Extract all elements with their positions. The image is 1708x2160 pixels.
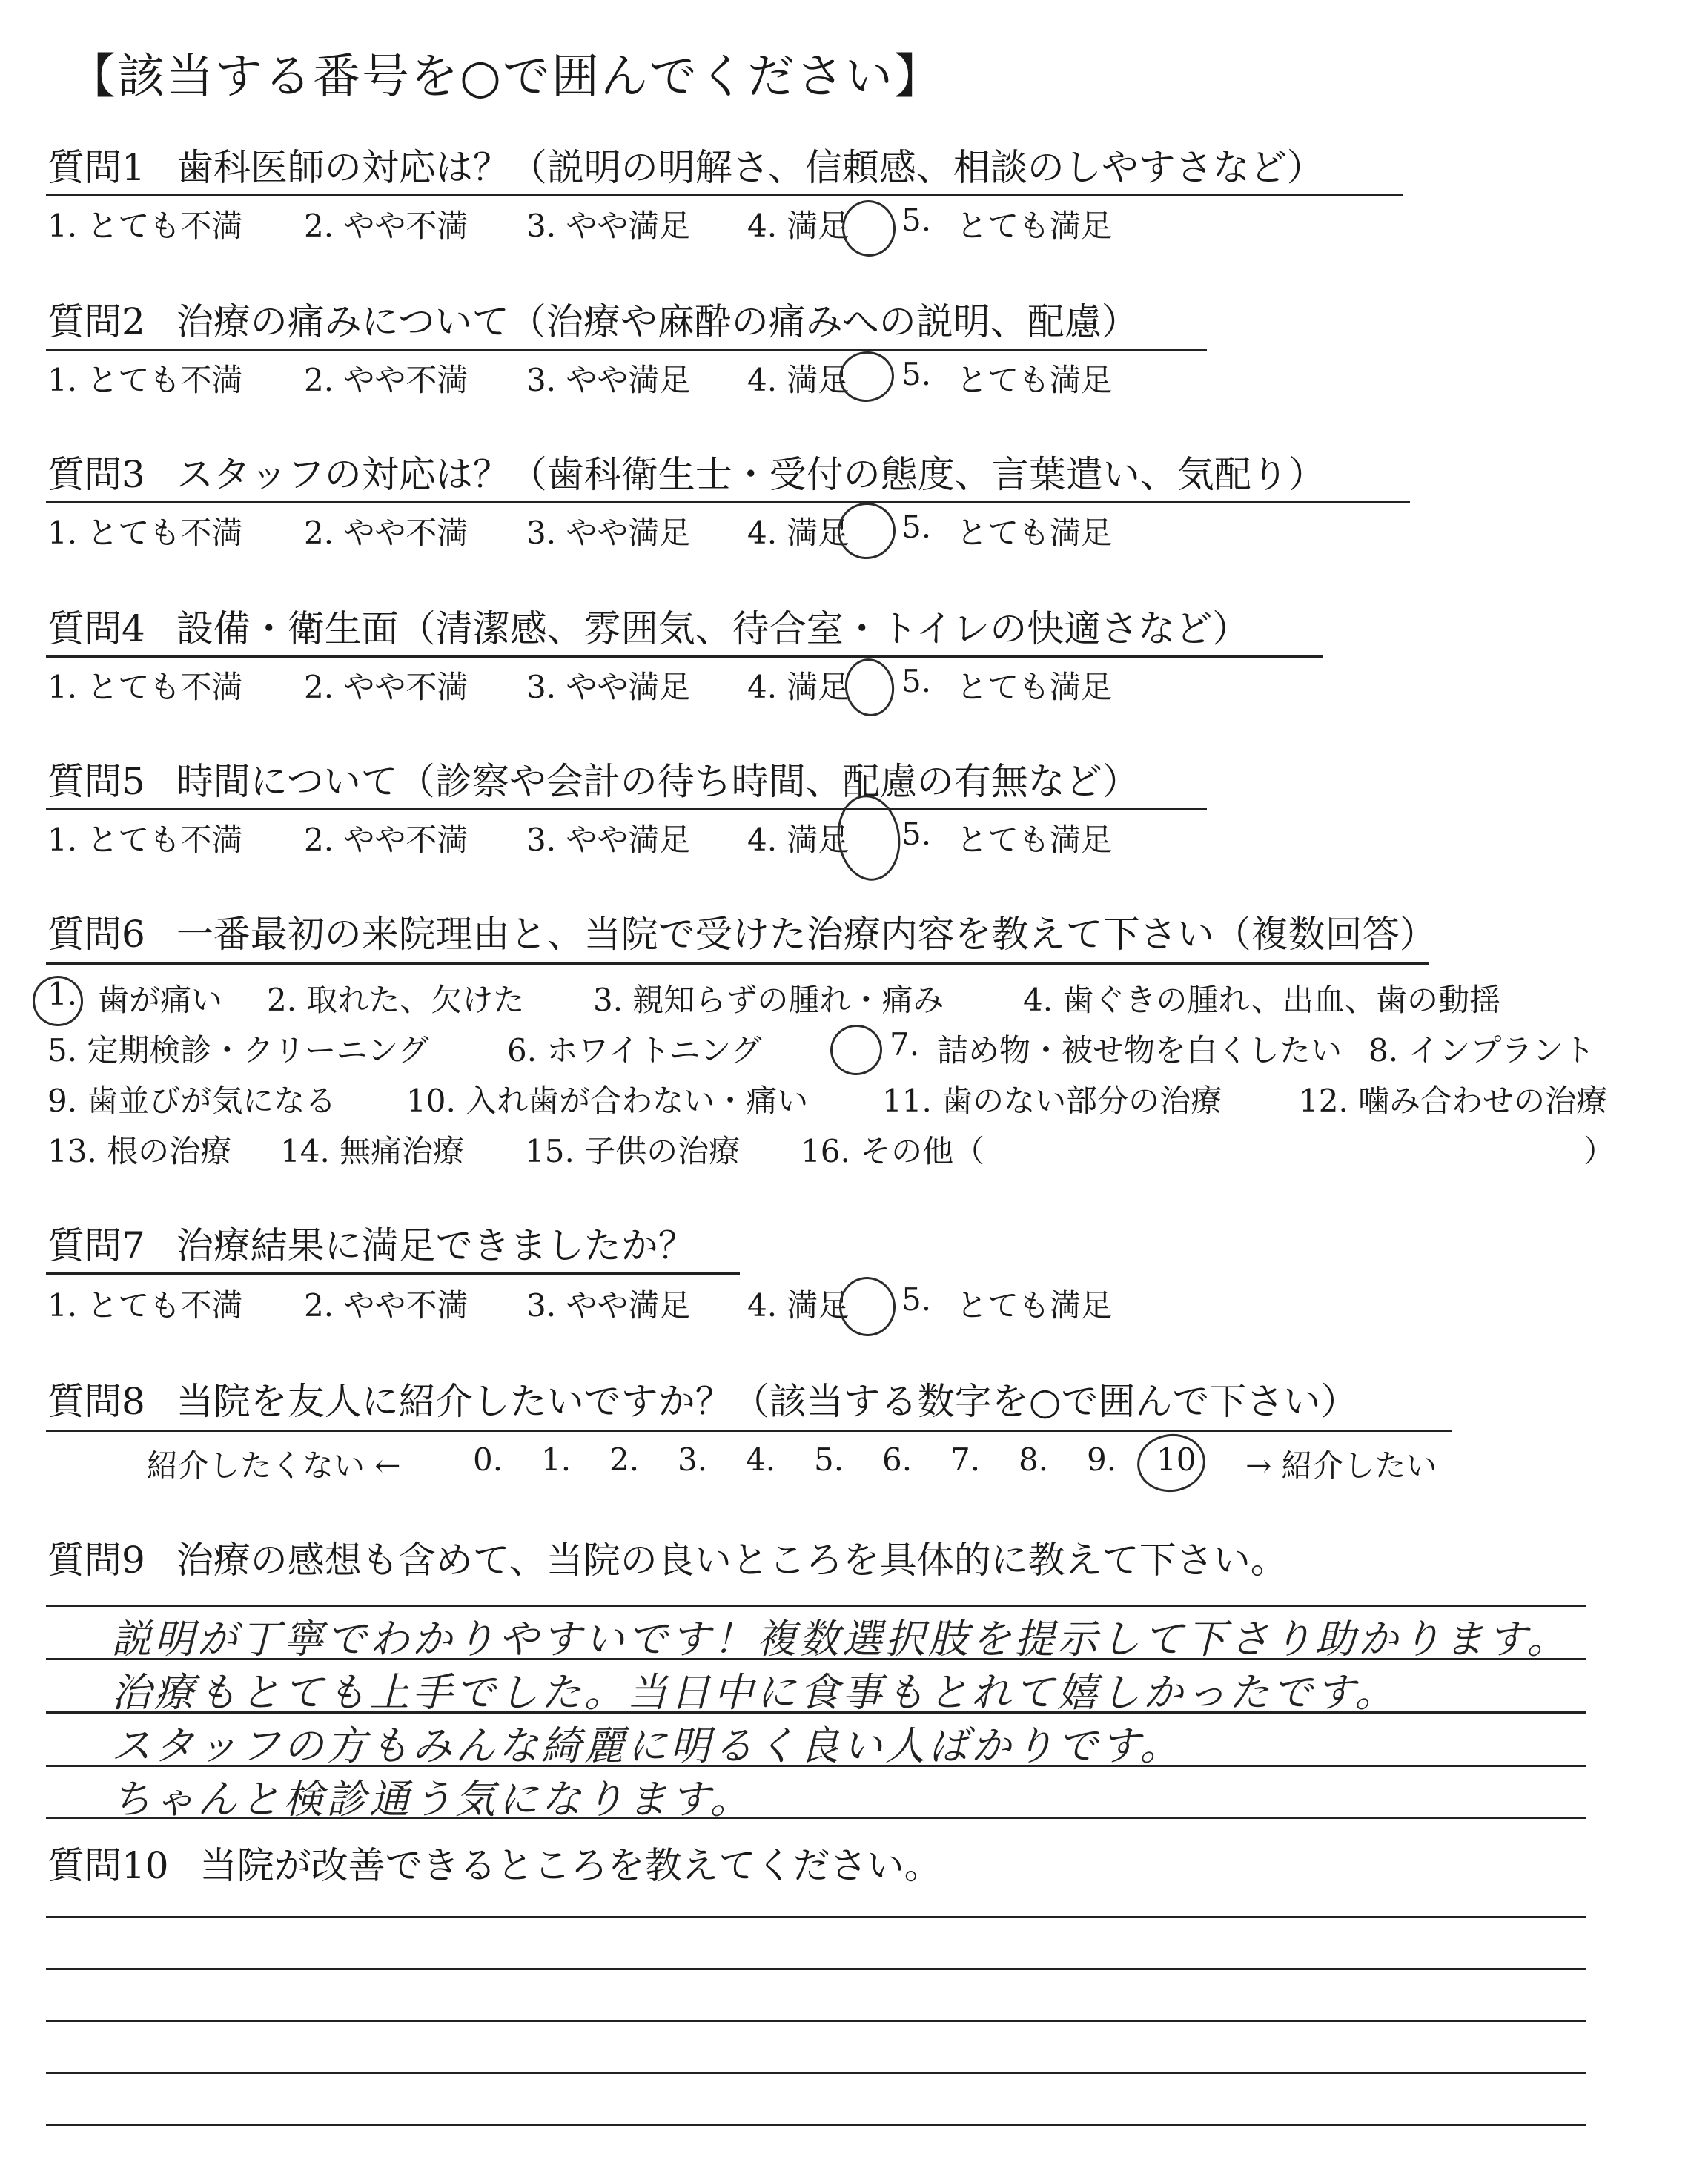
handwritten-answer-line-2: 治療もとても上手でした。当日中に食事もとれて嬉しかったです。 — [111, 1669, 1398, 1716]
reason-15[interactable]: 15. 子供の治療 — [525, 1133, 741, 1169]
option-5-number[interactable]: 5. — [901, 356, 932, 392]
question-text: 当院を友人に紹介したいですか？（該当する数字を○で囲んで下さい） — [176, 1380, 1358, 1423]
option-5-label[interactable]: とても満足 — [956, 1287, 1113, 1324]
option-2[interactable]: 2. やや不満 — [304, 822, 469, 858]
recommend-8[interactable]: 8. — [1019, 1441, 1049, 1478]
recommend-3[interactable]: 3. — [678, 1441, 708, 1478]
reason-7-number[interactable]: 7. — [890, 1026, 920, 1063]
question-number: 質問9 — [47, 1539, 145, 1582]
question-3-title — [47, 454, 1325, 497]
question-underline — [46, 655, 1323, 658]
option-3[interactable]: 3. やや満足 — [526, 362, 691, 398]
reason-3[interactable]: 3. 親知らずの腫れ・痛み — [593, 982, 944, 1018]
answer-line — [46, 2020, 1586, 2022]
page-title: 【該当する番号を○で囲んでください】 — [68, 50, 943, 105]
option-5-number[interactable]: 5. — [901, 1281, 932, 1318]
option-2[interactable]: 2. やや不満 — [304, 669, 469, 705]
answer-circle — [1133, 1430, 1209, 1496]
question-2-title — [47, 301, 1139, 344]
option-5-number[interactable]: 5. — [901, 663, 932, 699]
recommend-10[interactable]: 10 — [1156, 1441, 1196, 1478]
option-4[interactable]: 4. 満足 — [747, 669, 850, 705]
option-4[interactable]: 4. 満足 — [747, 822, 850, 858]
question-text: 治療結果に満足できましたか？ — [176, 1224, 695, 1267]
question-number: 質問3 — [47, 453, 145, 496]
answer-circle — [30, 973, 87, 1030]
option-3[interactable]: 3. やや満足 — [526, 669, 691, 705]
answer-line — [46, 1916, 1586, 1918]
question-text: 治療の痛みについて（治療や麻酔の痛みへの説明、配慮） — [176, 300, 1139, 343]
recommend-right-label: → 紹介したい — [1245, 1447, 1437, 1484]
recommend-9[interactable]: 9. — [1087, 1441, 1117, 1478]
option-3[interactable]: 3. やや満足 — [526, 208, 691, 244]
question-text: スタッフの対応は？（歯科衛生士・受付の態度、言葉遣い、気配り） — [176, 453, 1325, 496]
question-number: 質問1 — [47, 146, 145, 189]
reason-2[interactable]: 2. 取れた、欠けた — [267, 982, 525, 1018]
option-2[interactable]: 2. やや不満 — [304, 1287, 469, 1324]
question-number: 質問5 — [47, 760, 145, 803]
question-number: 質問6 — [47, 913, 145, 956]
reason-1-number[interactable]: 1. — [47, 976, 78, 1012]
reason-12[interactable]: 12. 噛み合わせの治療 — [1299, 1083, 1608, 1119]
option-3[interactable]: 3. やや満足 — [526, 822, 691, 858]
reason-6[interactable]: 6. ホワイトニング — [507, 1032, 762, 1069]
question-underline — [46, 962, 1429, 965]
option-5-number[interactable]: 5. — [901, 816, 932, 852]
question-text: 一番最初の来院理由と、当院で受けた治療内容を教えて下さい（複数回答） — [176, 913, 1437, 956]
question-6-title — [47, 914, 1437, 957]
option-2[interactable]: 2. やや不満 — [304, 362, 469, 398]
question-9-title — [47, 1539, 1288, 1582]
question-number: 質問7 — [47, 1224, 145, 1267]
question-1-title — [47, 147, 1324, 190]
question-number: 質問10 — [47, 1844, 169, 1887]
question-number: 質問2 — [47, 300, 145, 343]
question-text: 設備・衛生面（清潔感、雰囲気、待合室・トイレの快適さなど） — [176, 607, 1250, 650]
option-1[interactable]: 1. とても不満 — [47, 515, 243, 551]
question-number: 質問8 — [47, 1380, 145, 1423]
reason-5[interactable]: 5. 定期検診・クリーニング — [47, 1032, 429, 1069]
option-1[interactable]: 1. とても不満 — [47, 822, 243, 858]
option-5-number[interactable]: 5. — [901, 509, 932, 545]
question-underline — [46, 1272, 740, 1275]
question-7-title — [47, 1225, 695, 1268]
question-underline — [46, 194, 1403, 196]
question-4-title — [47, 608, 1249, 651]
option-4[interactable]: 4. 満足 — [747, 362, 850, 398]
question-underline — [46, 808, 1207, 810]
handwritten-answer-line-3: スタッフの方もみんな綺麗に明るく良い人ばかりです。 — [111, 1723, 1183, 1769]
recommend-1[interactable]: 1. — [541, 1441, 572, 1478]
question-text: 歯科医師の対応は？（説明の明解さ、信頼感、相談のしやすさなど） — [176, 146, 1324, 189]
reason-8[interactable]: 8. インプラント — [1368, 1032, 1595, 1069]
reason-1-label[interactable]: 歯が痛い — [98, 982, 223, 1018]
question-8-title — [47, 1381, 1357, 1424]
answer-circle — [827, 1021, 886, 1078]
option-5-label[interactable]: とても満足 — [956, 515, 1113, 551]
option-1[interactable]: 1. とても不満 — [47, 1287, 243, 1324]
reason-16[interactable]: 16. その他（ — [801, 1133, 985, 1169]
recommend-left-label: 紹介したくない ← — [147, 1447, 401, 1484]
recommend-6[interactable]: 6. — [882, 1441, 913, 1478]
reason-11[interactable]: 11. 歯のない部分の治療 — [882, 1083, 1222, 1119]
option-5-label[interactable]: とても満足 — [956, 669, 1113, 705]
handwritten-answer-line-1: 説明が丁寧でわかりやすいです！複数選択肢を提示して下さり助かります。 — [111, 1616, 1570, 1662]
option-5-label[interactable]: とても満足 — [956, 208, 1113, 244]
answer-line — [46, 2124, 1586, 2126]
answer-circle — [832, 791, 905, 885]
recommend-5[interactable]: 5. — [814, 1441, 844, 1478]
reason-10[interactable]: 10. 入れ歯が合わない・痛い — [406, 1083, 809, 1119]
question-text: 時間について（診察や会計の待ち時間、配慮の有無など） — [176, 760, 1139, 803]
answer-line — [46, 1605, 1586, 1607]
handwritten-answer-line-4: ちゃんと検診通う気になります。 — [111, 1776, 753, 1823]
recommend-7[interactable]: 7. — [950, 1441, 981, 1478]
option-4[interactable]: 4. 満足 — [747, 1287, 850, 1324]
recommend-4[interactable]: 4. — [746, 1441, 776, 1478]
question-5-title — [47, 761, 1139, 804]
option-4[interactable]: 4. 満足 — [747, 515, 850, 551]
option-2[interactable]: 2. やや不満 — [304, 208, 469, 244]
question-text: 治療の感想も含めて、当院の良いところを具体的に教えて下さい。 — [176, 1539, 1288, 1582]
question-10-title — [47, 1845, 941, 1888]
recommend-0[interactable]: 0. — [473, 1441, 503, 1478]
question-underline — [46, 349, 1207, 351]
option-4[interactable]: 4. 満足 — [747, 208, 850, 244]
answer-circle — [841, 655, 898, 719]
question-underline — [46, 1430, 1452, 1432]
option-5-label[interactable]: とても満足 — [956, 362, 1113, 398]
reason-13[interactable]: 13. 根の治療 — [47, 1133, 232, 1169]
reason-7-label[interactable]: 詰め物・被せ物を白くしたい — [937, 1032, 1343, 1069]
question-text: 当院が改善できるところを教えてください。 — [199, 1844, 941, 1887]
option-5-label[interactable]: とても満足 — [956, 822, 1113, 858]
option-3[interactable]: 3. やや満足 — [526, 1287, 691, 1324]
recommend-2[interactable]: 2. — [609, 1441, 640, 1478]
reason-14[interactable]: 14. 無痛治療 — [280, 1133, 465, 1169]
reason-9[interactable]: 9. 歯並びが気になる — [47, 1083, 337, 1119]
option-5-number[interactable]: 5. — [901, 202, 932, 238]
option-1[interactable]: 1. とても不満 — [47, 208, 243, 244]
option-2[interactable]: 2. やや不満 — [304, 515, 469, 551]
reason-16-close-paren: ） — [1583, 1133, 1615, 1169]
reason-4[interactable]: 4. 歯ぐきの腫れ、出血、歯の動揺 — [1023, 982, 1500, 1018]
answer-line — [46, 2072, 1586, 2074]
question-underline — [46, 501, 1410, 503]
option-1[interactable]: 1. とても不満 — [47, 669, 243, 705]
question-number: 質問4 — [47, 607, 145, 650]
answer-line — [46, 1968, 1586, 1970]
option-3[interactable]: 3. やや満足 — [526, 515, 691, 551]
option-1[interactable]: 1. とても不満 — [47, 362, 243, 398]
